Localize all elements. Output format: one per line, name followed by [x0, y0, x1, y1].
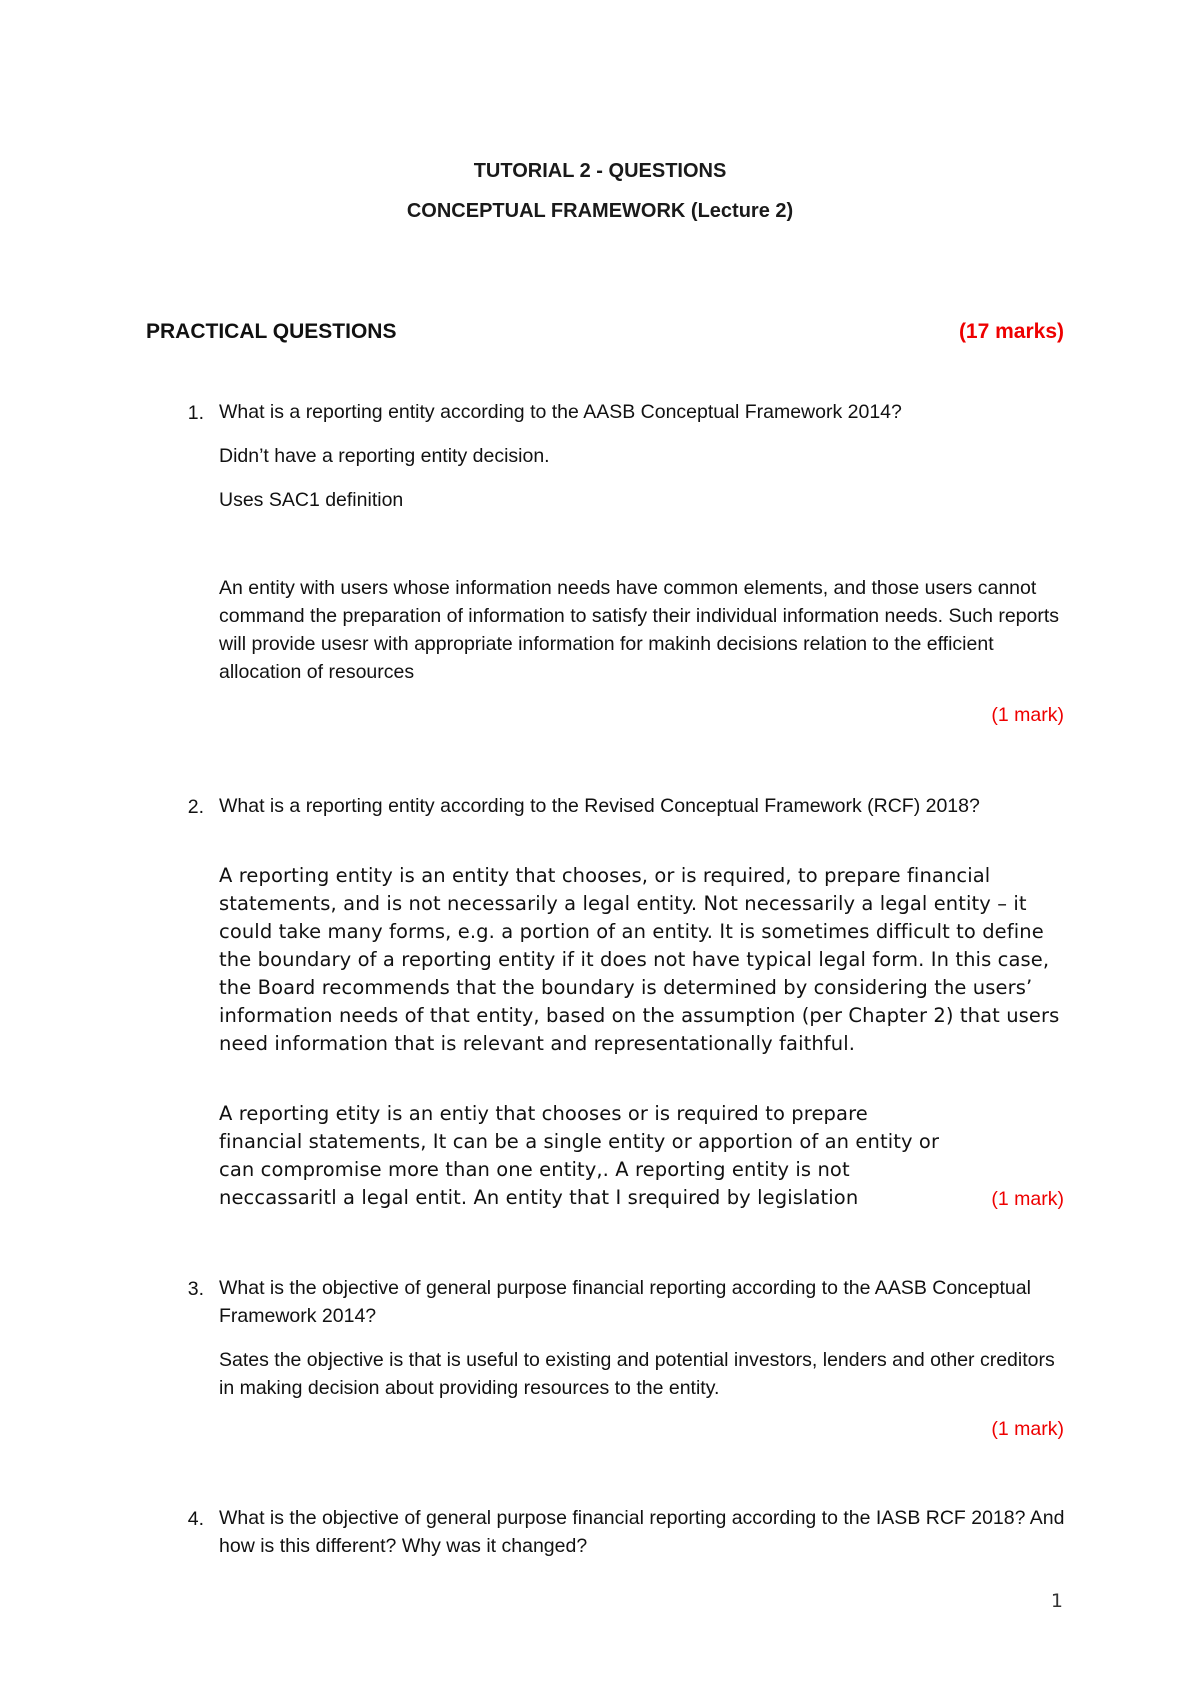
- question-4-text: What is the objective of general purpose financial reporting according to the IASB RCF 2018? And how is this different? Why was it changed?: [219, 1507, 1065, 1557]
- section-total-marks: (17 marks): [958, 320, 1064, 343]
- question-3-text: What is the objective of general purpose financial reporting according to the AASB Conceptual Framework 2014?: [219, 1277, 1031, 1327]
- question-1-answer-2: Uses SAC1 definition: [219, 489, 404, 511]
- document-subtitle: CONCEPTUAL FRAMEWORK (Lecture 2): [406, 200, 794, 222]
- question-1-text: What is a reporting entity according to the AASB Conceptual Framework 2014?: [219, 401, 902, 423]
- question-1-answer-3: An entity with users whose information needs have common elements, and those users cannot command the preparation of information to satisfy their individual information needs. Such reports will provide usesr with appropriate information for makinh decisions relation to the efficient allocation of resources: [219, 577, 1060, 683]
- question-2-answer-1: A reporting entity is an entity that chooses, or is required, to prepare financial statements, and is not necessarily a legal entity. Not necessarily a legal entity – it could take many forms, e.g. a portion of an entity. It is sometimes difficult to define the boundary of a reporting entity if it does not have typical legal form. In this case, the Board recommends that the boundary is determined by considering the users’ information needs of that entity, based on the assumption (per Chapter 2) that users need information that is relevant and representationally faithful.: [219, 864, 1060, 1055]
- question-1-answer-1: Didn’t have a reporting entity decision.: [219, 445, 550, 467]
- question-1-marks: (1 mark): [991, 704, 1064, 726]
- page-number: 1: [1050, 1590, 1063, 1612]
- question-3-answer-1: Sates the objective is that is useful to existing and potential investors, lenders and other creditors in making decision about providing resources to the entity.: [219, 1349, 1055, 1399]
- question-2-text: What is a reporting entity according to the Revised Conceptual Framework (RCF) 2018?: [219, 795, 980, 817]
- document-title: TUTORIAL 2 - QUESTIONS: [473, 160, 727, 182]
- section-heading: PRACTICAL QUESTIONS: [146, 320, 397, 343]
- question-1-number: 1.: [187, 402, 204, 424]
- question-2-answer-2: A reporting etity is an entiy that chooses or is required to prepare financial statements, It can be a single entity or apportion of an entity or can compromise more than one entity,. A reporting entity is not neccassaritl a legal entit. An entity that I srequired by legislation: [219, 1102, 940, 1209]
- question-3-number: 3.: [187, 1278, 204, 1300]
- question-2-number: 2.: [187, 796, 204, 818]
- question-4-number: 4.: [187, 1508, 204, 1530]
- question-2-marks: (1 mark): [991, 1188, 1064, 1210]
- question-3-marks: (1 mark): [991, 1418, 1064, 1440]
